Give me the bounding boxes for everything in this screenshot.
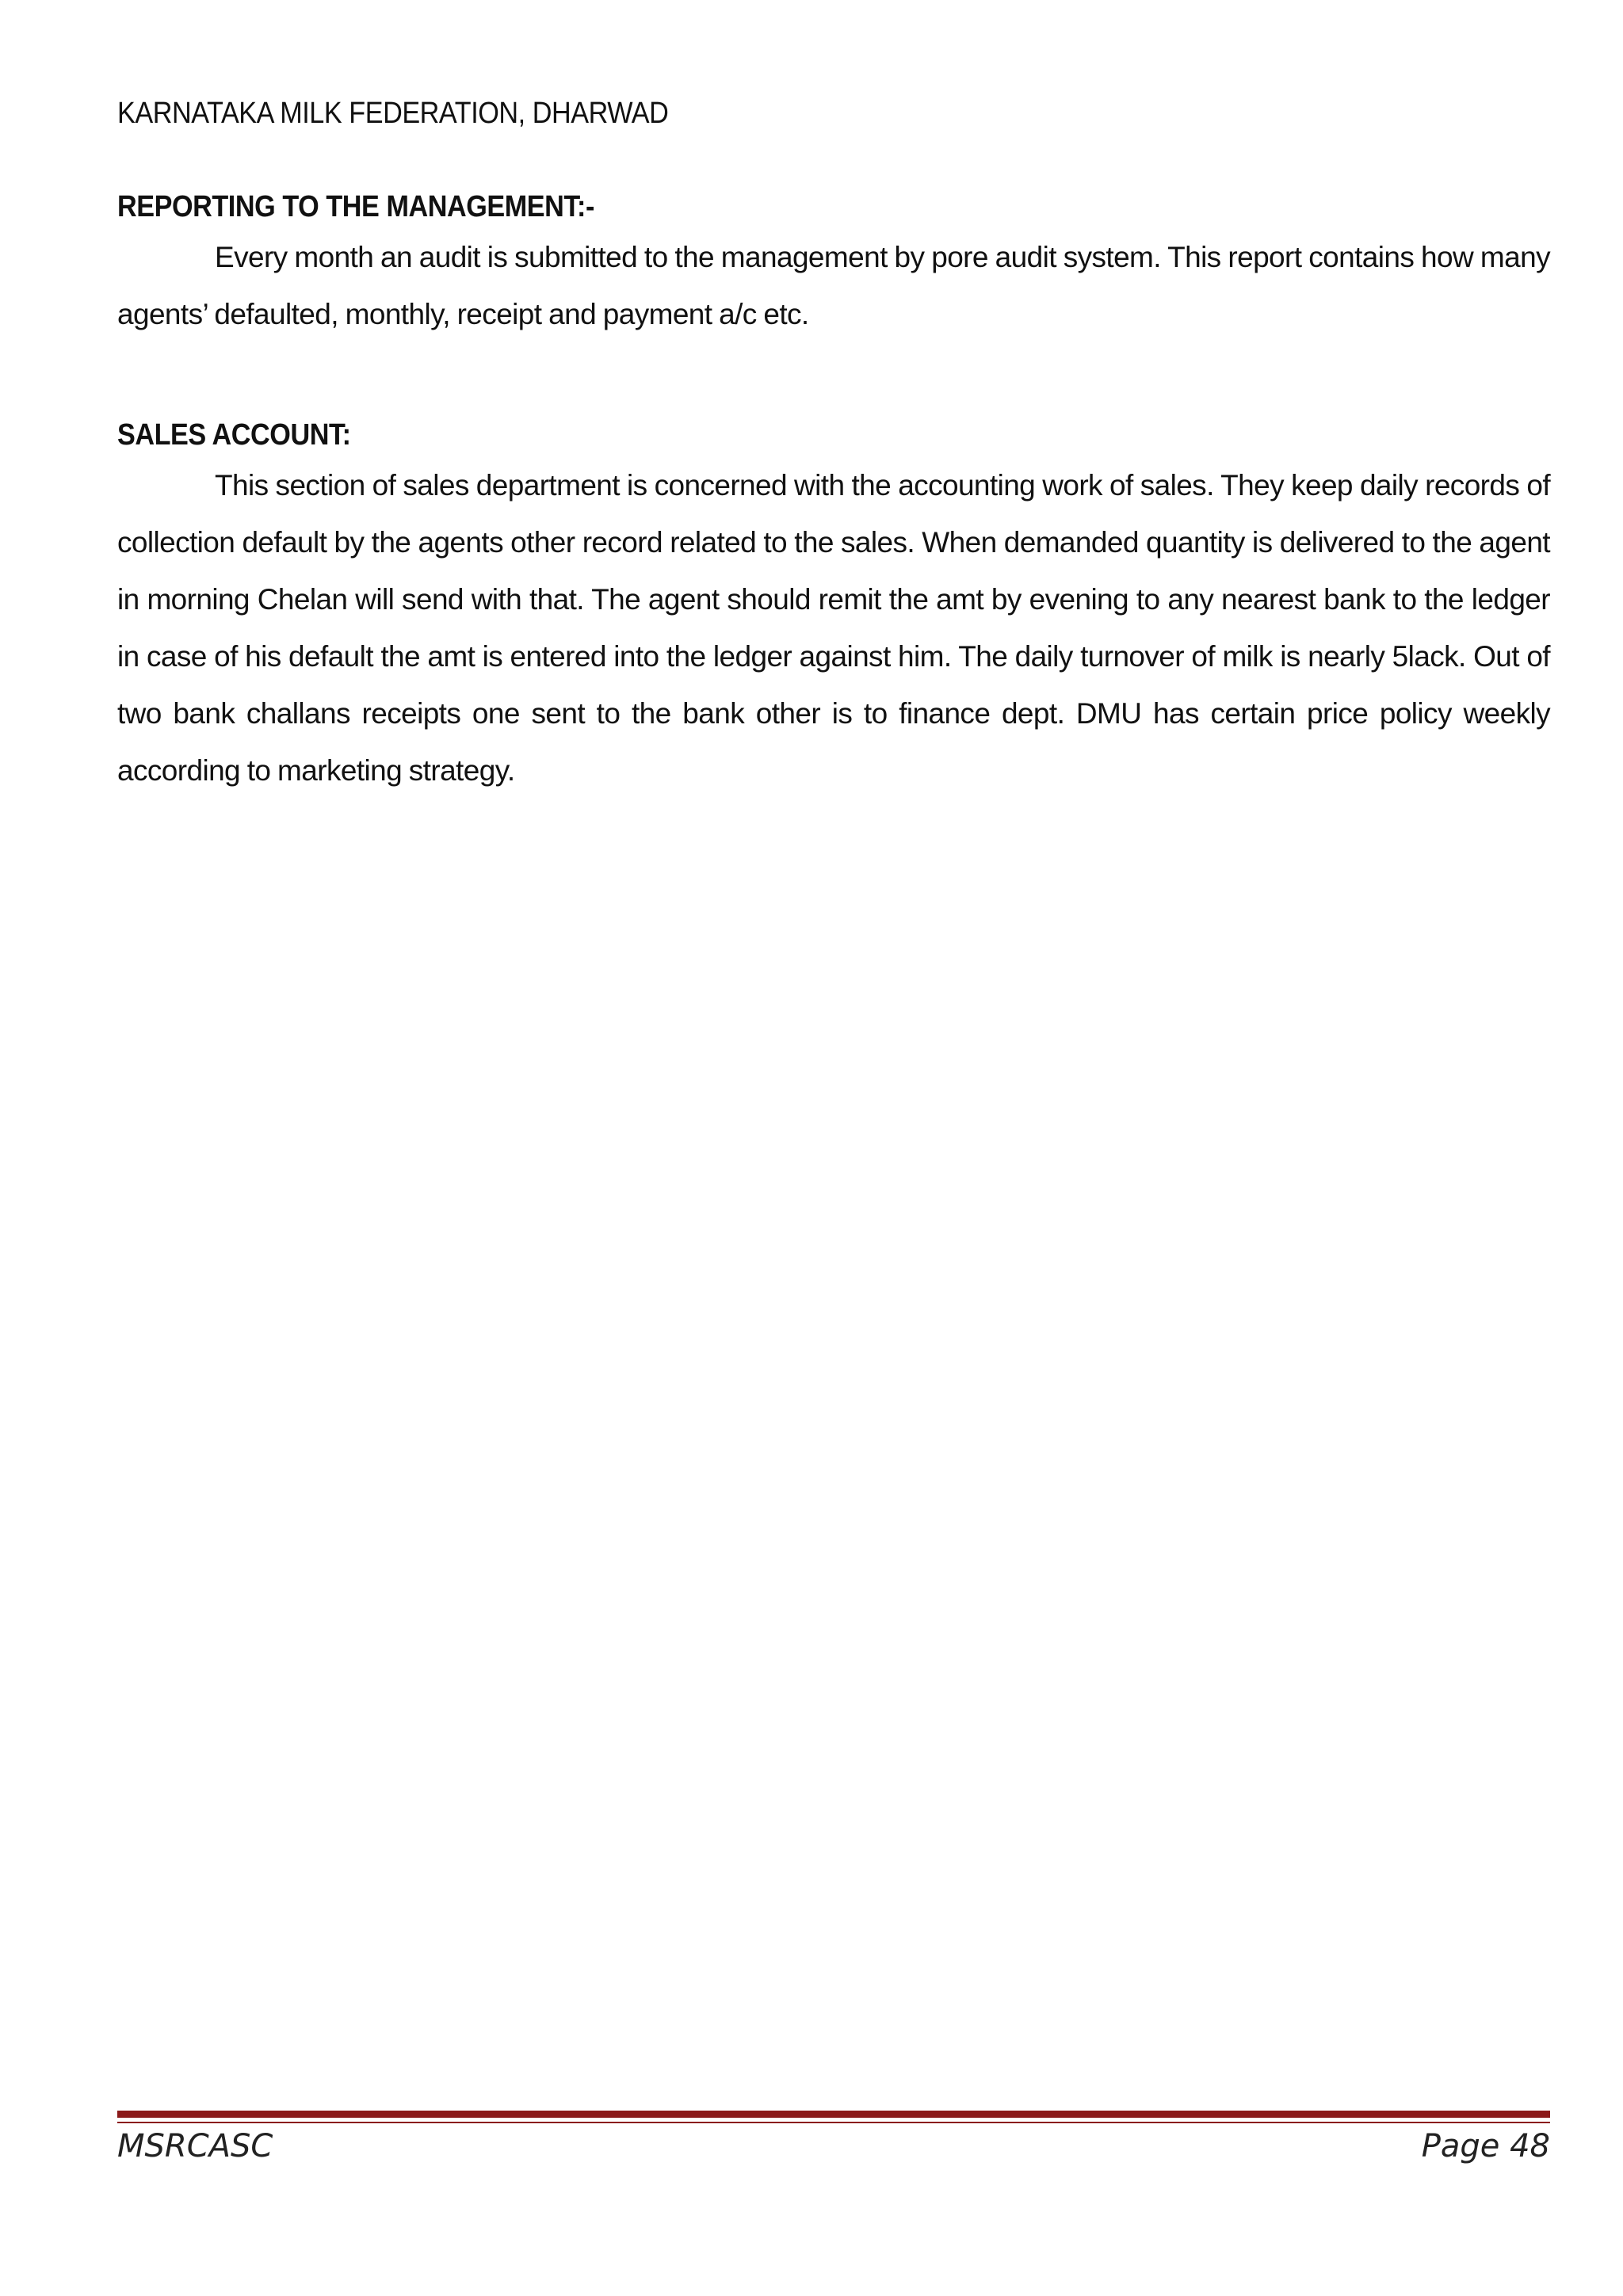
footer-divider-thin	[117, 2122, 1550, 2123]
document-header: KARNATAKA MILK FEDERATION, DHARWAD	[117, 97, 669, 130]
section-sales-account	[117, 418, 1550, 799]
section-paragraph: This section of sales department is concerned with the accounting work of sales. They keep daily records of collection default by the agents other record related to the sales. When demanded quantity is delivered to the agent in morning Chelan will send with that. The agent should remit the amt by evening to any nearest bank to the ledger in case of his default the amt is entered into the ledger against him. The daily turnover of milk is nearly 5lack. Out of two bank challans receipts one sent to the bank other is to finance dept. DMU has certain price policy weekly according to marketing strategy.	[117, 469, 1550, 787]
page-number: Page 48	[1421, 2128, 1550, 2164]
section-reporting	[117, 190, 1550, 343]
section-heading: SALES ACCOUNT:	[117, 418, 351, 452]
footer-institution: MSRCASC	[117, 2128, 273, 2164]
section-paragraph: Every month an audit is submitted to the management by pore audit system. This report contains how many agents’ defaulted, monthly, receipt and payment a/c etc.	[117, 241, 1550, 330]
footer-divider	[117, 2111, 1550, 2118]
section-heading: REPORTING TO THE MANAGEMENT:-	[117, 190, 594, 223]
